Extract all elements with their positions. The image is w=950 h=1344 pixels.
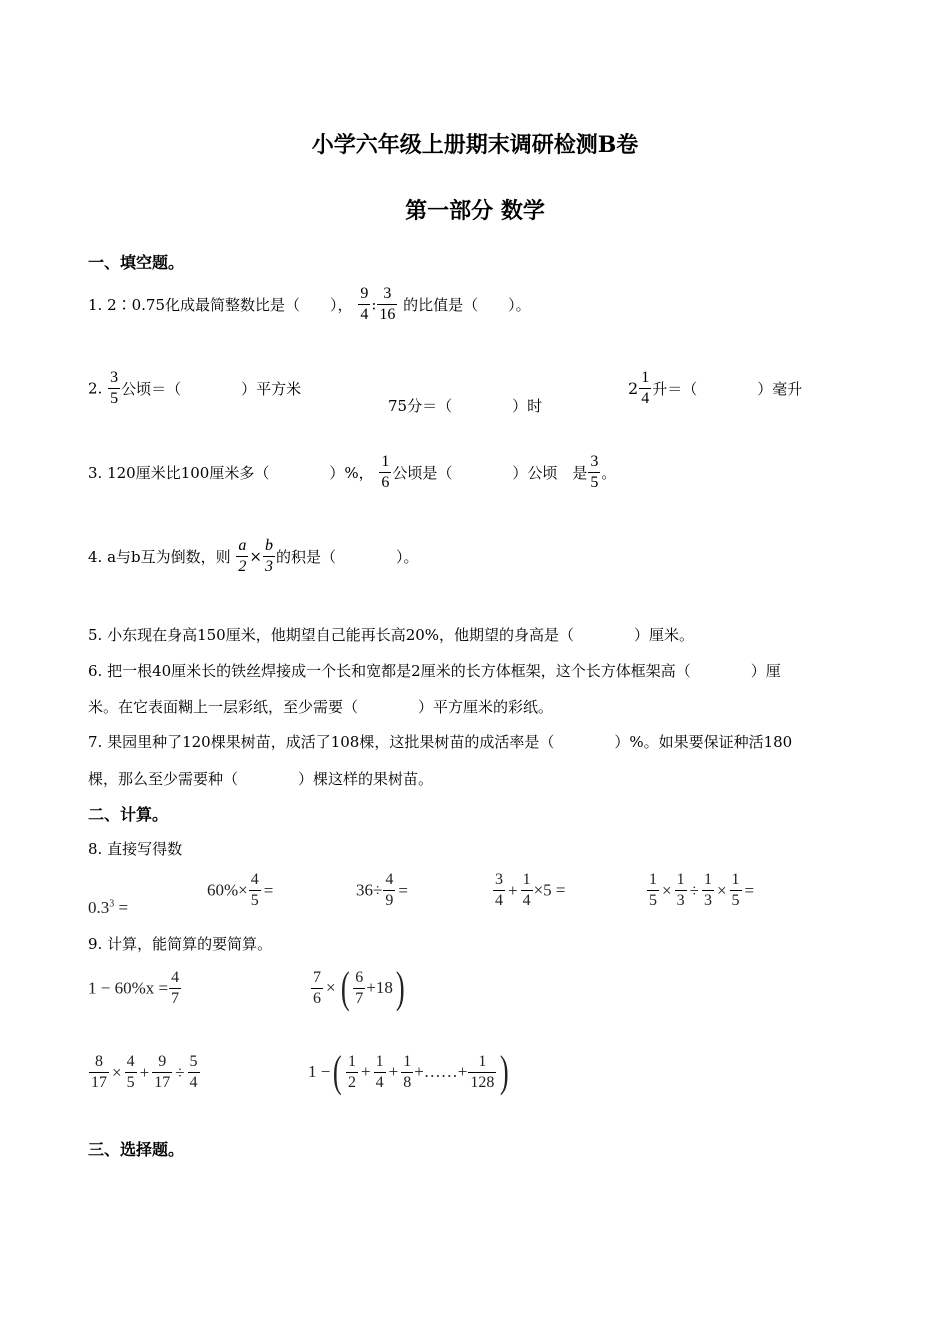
question-3 <box>88 454 616 491</box>
q1-fraction-1: $\frac{9}{4}$ <box>360 285 369 323</box>
q9-calc-1: 1 − 60%x = $\frac{4}{7}$ <box>88 969 180 1007</box>
q2-text-a: 公顷＝（ ）平方米 <box>121 380 302 398</box>
question-9-label: 9. 计算，能简算的要简算。 <box>88 935 273 953</box>
q2-number: 2. <box>88 379 103 398</box>
question-7-line-2: 棵，那么至少需要种（ ）棵这样的果树苗。 <box>88 770 434 788</box>
q1-text-a: 1. 2∶0.75化成最简整数比是（ ）， <box>88 296 353 314</box>
question-7-line-1: 7. 果园里种了120棵果树苗，成活了108棵，这批果树苗的成活率是（ ）%。如果要保证种活180 <box>88 733 793 751</box>
section-heading-fill-blank: 一、填空题。 <box>88 253 185 272</box>
q9-calc-3: $\frac{8}{17}$ × $\frac{4}{5}$ + $\frac{9}{17}$ ÷ $\frac{5}{4}$ <box>91 1053 198 1091</box>
q3-text-c: 。 <box>601 464 617 482</box>
question-6-line-1: 6. 把一根40厘米长的铁丝焊接成一个长和宽都是2厘米的长方体框架，这个长方体框架高（ ）厘 <box>88 662 781 680</box>
page-title: 小学六年级上册期末调研检测B卷 <box>311 132 639 158</box>
question-6-line-2: 米。在它表面糊上一层彩纸，至少需要（ ）平方厘米的彩纸。 <box>88 698 554 716</box>
q2-fraction-1: $\frac{3}{5}$ <box>110 369 119 407</box>
question-2 <box>88 370 301 407</box>
q3-text-a: 3. 120厘米比100厘米多（ ）%， <box>88 464 374 482</box>
q9-calc-4: 1 −( $\frac{1}{2}$ + $\frac{1}{4}$ + $\frac{1}{8}$ +……+ $\frac{1}{128}$ ) <box>308 1047 510 1096</box>
question-4 <box>88 538 419 575</box>
q1-fraction-2: $\frac{3}{16}$ <box>379 285 396 323</box>
q2-text-c: 升＝（ ）毫升 <box>652 380 803 398</box>
q4-fraction-1: $\frac{a}{2}$ <box>238 537 247 575</box>
question-8-label: 8. 直接写得数 <box>88 840 183 858</box>
section-heading-multiple-choice: 三、选择题。 <box>88 1140 185 1159</box>
section-heading-calculation: 二、计算。 <box>88 805 169 824</box>
question-1 <box>88 286 531 323</box>
q8-expr-5: $\frac{1}{5}$ × $\frac{1}{3}$ ÷ $\frac{1}{3}$ × $\frac{1}{5}$ = <box>649 871 755 909</box>
q4-text-b: 的积是（ ）。 <box>276 548 419 566</box>
q4-times: × <box>249 547 262 566</box>
question-2-part-c <box>628 370 802 407</box>
q8-expr-4: $\frac{3}{4}$ + $\frac{1}{4}$ ×5 = <box>495 871 566 909</box>
question-2-part-b: 75分＝（ ）时 <box>388 397 543 415</box>
page-subtitle: 第一部分 数学 <box>405 198 545 224</box>
q8-expr-3: 36÷ $\frac{4}{9}$ = <box>356 871 408 909</box>
q3-text-b: 公顷是（ ）公顷 是 <box>392 464 588 482</box>
q3-fraction-2: $\frac{3}{5}$ <box>590 453 599 491</box>
question-5: 5. 小东现在身高150厘米，他期望自己能再长高20%，他期望的身高是（ ）厘米。 <box>88 626 695 644</box>
q1-text-b: 的比值是（ ）。 <box>403 296 531 314</box>
q2-fraction-2: $\frac{1}{4}$ <box>641 369 650 407</box>
q1-colon: : <box>371 295 377 314</box>
q9-calc-2: $\frac{7}{6}$ × ( $\frac{6}{7}$ +18) <box>313 963 405 1012</box>
q2-whole-number: 2 <box>628 379 639 398</box>
q3-fraction-1: $\frac{1}{6}$ <box>381 453 390 491</box>
q8-expr-1: $0.3^3$ = <box>88 898 129 917</box>
q4-fraction-2: $\frac{b}{3}$ <box>265 537 273 575</box>
q8-expr-2: 60%× $\frac{4}{5}$ = <box>207 871 274 909</box>
q4-text-a: 4. a与b互为倒数，则 <box>88 548 231 566</box>
